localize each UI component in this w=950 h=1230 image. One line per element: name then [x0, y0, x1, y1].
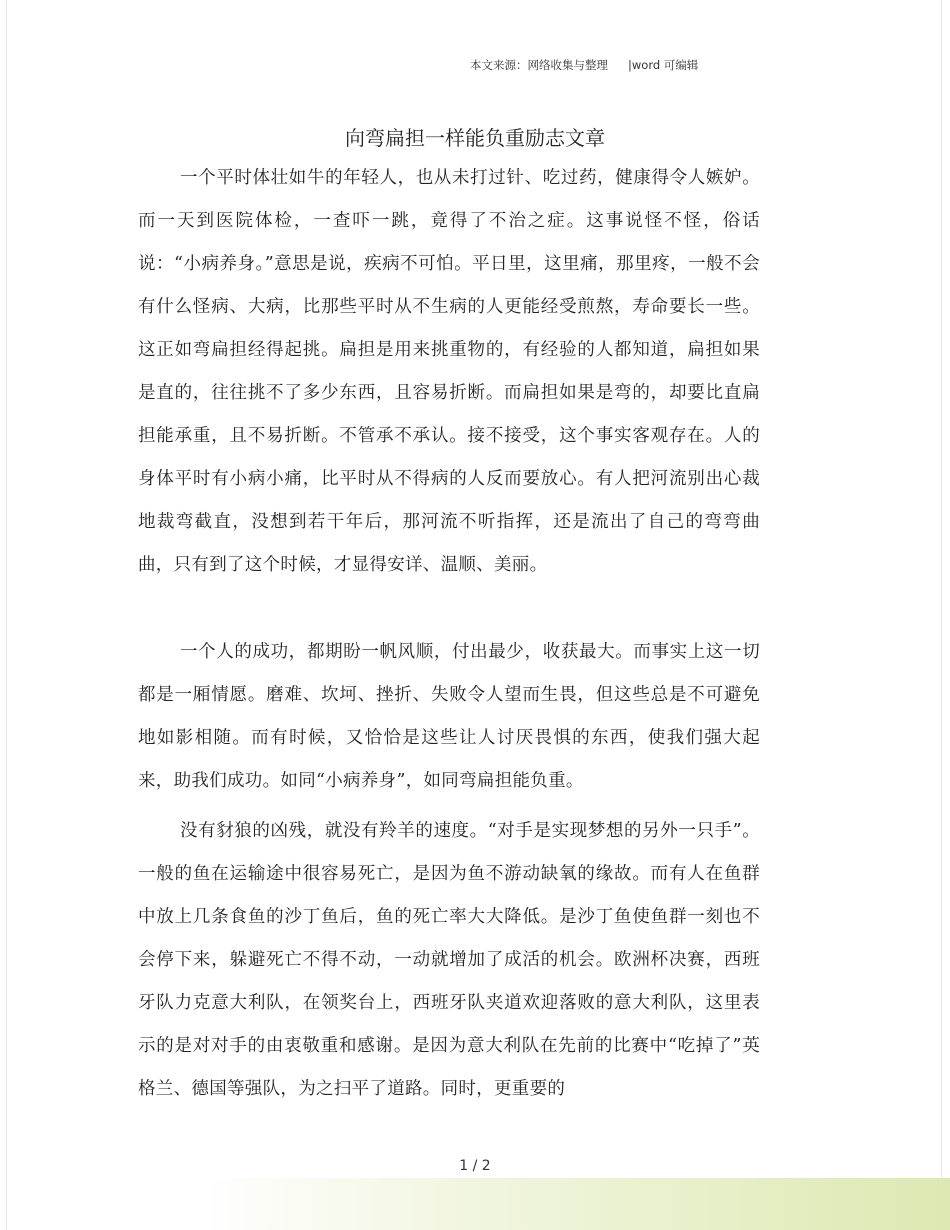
page-header — [470, 58, 698, 72]
paragraph-1: 一个平时体壮如牛的年轻人，也从未打过针、吃过药，健康得令人嫉妒。而一天到医院体检，一查吓一跳，竟得了不治之症。这事说怪不怪，俗话说：“小病养身。”意思是说，疾病不可怕。平日里，这里痛，那里疼，一般不会有什么怪病、大病，比那些平时从不生病的人更能经受煎熬，寿命要长一些。 这正如弯扁担经得起挑。扁担是用来挑重物的，有经验的人都知道，扁担如果是直的，往往挑不了多少东西，且容易折断。而扁担如果是弯的，却要比直扁担能承重，且不易折断。不管承不承认。接不接受，这个事实客观存在。人的身体平时有小病小痛，比平时从不得病的人反而要放心。有人把河流别出心裁地裁弯截直，没想到若干年后，那河流不听指挥，还是流出了自己的弯弯曲曲，只有到了这个时候，才显得安详、温顺、美丽。 — [138, 168, 760, 575]
paragraph-3: 没有豺狼的凶残，就没有羚羊的速度。“对手是实现梦想的另外一只手”。一般的鱼在运输途中很容易死亡，是因为鱼不游动缺氧的缘故。而有人在鱼群中放上几条食鱼的沙丁鱼后，鱼的死亡率大大降低。是沙丁鱼使鱼群一刻也不会停下来，躲避死亡不得不动，一动就增加了成活的机会。欧洲杯决赛，西班牙队力克意大利队，在领奖台上，西班牙队夹道欢迎落败的意大利队，这里表示的是对对手的由衷敬重和感谢。是因为意大利队在先前的比赛中“吃掉了”英格兰、德国等强队，为之扫平了道路。同时，更重要的 — [138, 821, 760, 1099]
document-title: 向弯扁担一样能负重励志文章 — [345, 126, 605, 150]
header-edit-note: |word 可编辑 — [628, 58, 699, 72]
footer-decoration — [200, 1178, 950, 1230]
page-number: 1 / 2 — [459, 1158, 491, 1174]
header-source: 本文来源：网络收集与整理 — [470, 58, 608, 72]
paragraph-2: 一个人的成功，都期盼一帆风顺，付出最少，收获最大。而事实上这一切都是一厢情愿。磨难、坎坷、挫折、失败令人望而生畏，但这些总是不可避免地如影相随。而有时候，又恰恰是这些让人讨厌畏惧的东西，使我们强大起来，助我们成功。如同“小病养身”，如同弯扁担能负重。 — [138, 642, 760, 791]
